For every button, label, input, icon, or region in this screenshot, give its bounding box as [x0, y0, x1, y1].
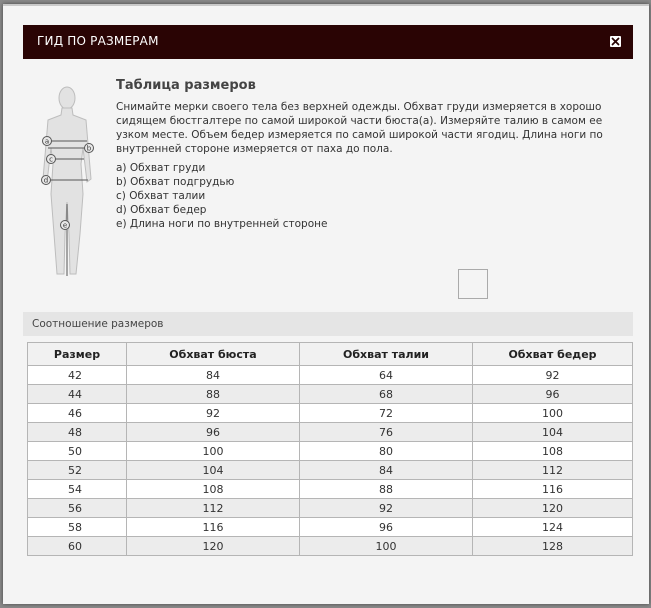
close-icon[interactable]: [610, 36, 621, 47]
hips-cell: 104: [473, 423, 633, 442]
hips-cell: 108: [473, 442, 633, 461]
waist-cell: 84: [300, 461, 473, 480]
legend-item-a: a) Обхват груди: [116, 162, 206, 174]
column-header-size: Размер: [28, 343, 127, 366]
hips-cell: 128: [473, 537, 633, 556]
table-row: [28, 404, 633, 423]
measurement-description: Снимайте мерки своего тела без верхней одежды. Обхват груди измеряется в хорошо сидящем бюстгалтере по самой широкой части бюста(а). Измеряйте талию в самом ее узком месте. Объем бедер измеряется по самой широкой части ягодиц. Длина ноги по внутренней стороне измеряется от паха до пола.: [116, 101, 603, 155]
body-measurement-figure: [36, 84, 96, 284]
bust-cell: 108: [127, 480, 300, 499]
hips-cell: 92: [473, 366, 633, 385]
waist-cell: 100: [300, 537, 473, 556]
hips-cell: 100: [473, 404, 633, 423]
bust-cell: 92: [127, 404, 300, 423]
dialog-header: [23, 25, 633, 59]
marker-e: e: [62, 221, 68, 230]
content-heading: Таблица размеров: [116, 78, 256, 93]
waist-cell: 96: [300, 518, 473, 537]
waist-cell: 68: [300, 385, 473, 404]
size-cell: 50: [28, 442, 127, 461]
table-row: [28, 366, 633, 385]
measurement-legend: [116, 161, 327, 231]
hips-cell: 124: [473, 518, 633, 537]
bust-cell: 84: [127, 366, 300, 385]
waist-cell: 72: [300, 404, 473, 423]
bust-cell: 116: [127, 518, 300, 537]
size-table: [27, 342, 633, 556]
bust-cell: 104: [127, 461, 300, 480]
waist-cell: 64: [300, 366, 473, 385]
checkbox[interactable]: [458, 269, 488, 299]
top-divider: [3, 4, 649, 6]
section-header: [23, 312, 633, 336]
table-row: [28, 442, 633, 461]
bust-cell: 96: [127, 423, 300, 442]
table-row: [28, 499, 633, 518]
marker-a: a: [44, 137, 50, 146]
table-row: [28, 518, 633, 537]
column-header-hips: Обхват бедер: [473, 343, 633, 366]
size-cell: 52: [28, 461, 127, 480]
bust-cell: 100: [127, 442, 300, 461]
waist-cell: 80: [300, 442, 473, 461]
column-header-waist: Обхват талии: [300, 343, 473, 366]
bust-cell: 112: [127, 499, 300, 518]
dialog-title: ГИД ПО РАЗМЕРАМ: [37, 34, 159, 48]
table-header-row: [28, 343, 633, 366]
size-cell: 46: [28, 404, 127, 423]
table-row: [28, 385, 633, 404]
hips-cell: 112: [473, 461, 633, 480]
legend-item-e: e) Длина ноги по внутренней стороне: [116, 218, 328, 230]
size-cell: 42: [28, 366, 127, 385]
size-guide-dialog: [3, 4, 649, 604]
bust-cell: 88: [127, 385, 300, 404]
table-row: [28, 423, 633, 442]
legend-item-b: b) Обхват подгрудью: [116, 176, 235, 188]
size-cell: 58: [28, 518, 127, 537]
table-row: [28, 461, 633, 480]
marker-b: b: [86, 144, 92, 153]
hips-cell: 116: [473, 480, 633, 499]
hips-cell: 96: [473, 385, 633, 404]
column-header-bust: Обхват бюста: [127, 343, 300, 366]
bust-cell: 120: [127, 537, 300, 556]
size-cell: 56: [28, 499, 127, 518]
section-title: Соотношение размеров: [32, 318, 164, 330]
waist-cell: 92: [300, 499, 473, 518]
table-row: [28, 537, 633, 556]
waist-cell: 76: [300, 423, 473, 442]
legend-item-c: c) Обхват талии: [116, 190, 206, 202]
legend-item-d: d) Обхват бедер: [116, 204, 207, 216]
table-row: [28, 480, 633, 499]
hips-cell: 120: [473, 499, 633, 518]
marker-c: c: [49, 155, 53, 164]
size-cell: 54: [28, 480, 127, 499]
waist-cell: 88: [300, 480, 473, 499]
size-cell: 44: [28, 385, 127, 404]
marker-d: d: [43, 176, 49, 185]
size-cell: 60: [28, 537, 127, 556]
size-cell: 48: [28, 423, 127, 442]
